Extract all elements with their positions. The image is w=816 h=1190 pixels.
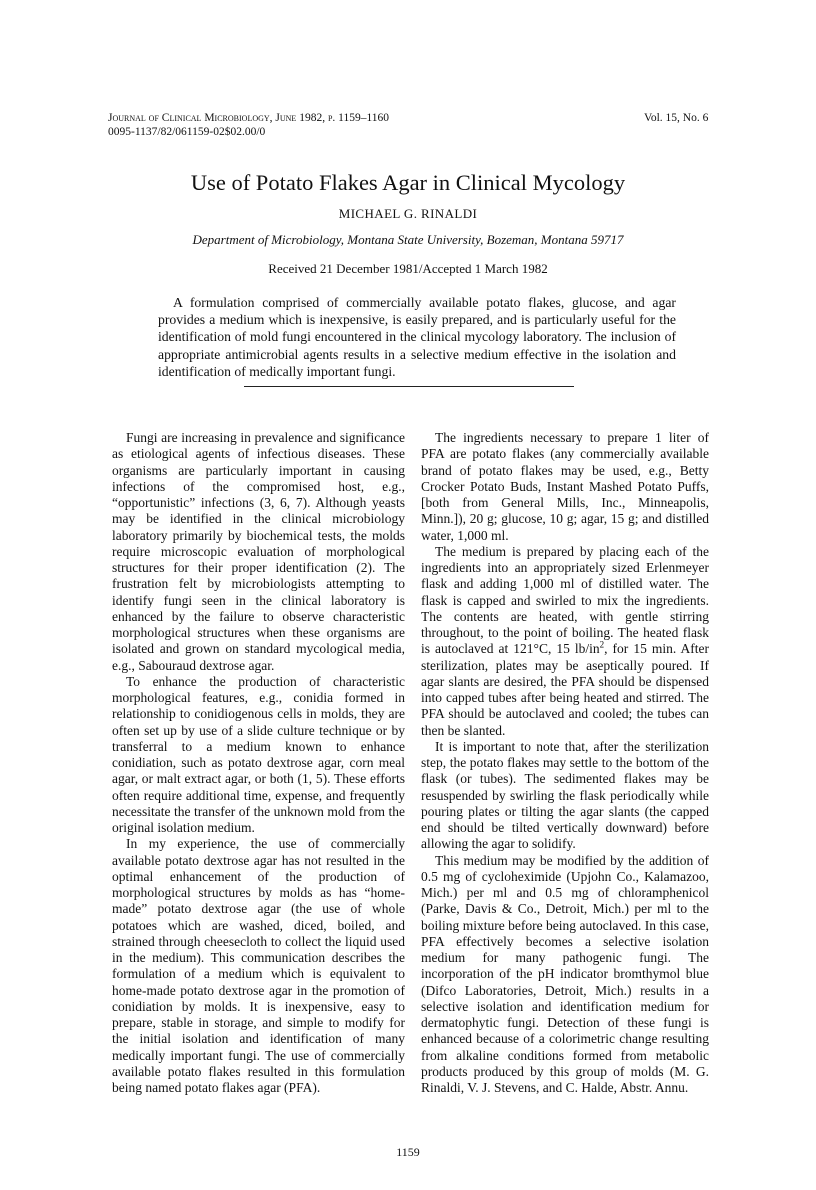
body-paragraph: This medium may be modified by the addition of 0.5 mg of cycloheximide (Upjohn Co., Kalamazoo, Mich.) per ml and 0.5 mg of chloramphenicol (Parke, Davis & Co., Detroit, Mich.) per ml to the boiling mixture before being autoclaved. In this case, PFA effectively becomes a selective isolation medium for many pathogenic fungi. The incorporation of the pH indicator bromthymol blue (Difco Laboratories, Detroit, Mich.) results in a selective isolation and identification medium for dermatophytic fungi. Detection of these fungi is enhanced because of a colorimetric change resulting from alkaline conditions formed from metabolic products produced by this group of molds (M. G. Rinaldi, V. J. Stevens, and C. Halde, Abstr. Annu.	[421, 852, 709, 1095]
body-paragraph: In my experience, the use of commercially available potato dextrose agar has not resulted in the optimal enhancement of the production of morphological structures by molds as has “home-made” potato dextrose agar (the use of whole potatoes which are washed, diced, boiled, and strained through cheesecloth to collect the liquid used in the medium). This communication describes the formulation of a medium which is equivalent to home-made potato dextrose agar in the promotion of conidiation by molds. It is inexpensive, easy to prepare, stable in storage, and simple to modify for the initial isolation and identification of many medically important fungi. The use of commercially available potato flakes resulted in this formulation being named potato flakes agar (PFA).	[112, 836, 405, 1095]
paragraph-text: , for 15 min. After sterilization, plates may be aseptically poured. If agar slants are desired, the PFA should be dispensed into capped tubes after being heated and stirred. The PFA should be autoclaved and cooled; the tubes can then be slanted.	[421, 641, 710, 738]
body-paragraph: To enhance the production of characteristic morphological features, e.g., conidia formed in relationship to conidiogenous cells in molds, they are often set up by use of a slide culture technique or by transferral to a medium known to enhance conidiation, such as potato dextrose agar, corn meal agar, or malt extract agar, or both (1, 5). These efforts often require additional time, expense, and frequently necessitate the transfer of the unknown mold from the original isolation medium.	[112, 673, 405, 835]
body-column-left	[112, 430, 405, 1096]
body-paragraph: It is important to note that, after the sterilization step, the potato flakes may settle to the bottom of the flask (or tubes). The sedimented flakes may be resuspended by swirling the flask periodically while pouring plates or tilting the agar slants (the capped end should be tilted vertically downward) before allowing the agar to solidify.	[421, 738, 709, 852]
body-paragraph	[421, 544, 709, 739]
body-paragraph: Fungi are increasing in prevalence and significance as etiological agents of infectious diseases. These organisms are particularly important in causing infections of the compromised host, e.g., “opportunistic” infections (3, 6, 7). Although yeasts may be identified in the clinical microbiology laboratory primarily by biochemical tests, the molds require microscopic evaluation of morphological structures for their proper identification (2). The frustration felt by microbiologists attempting to identify fungi seen in the clinical laboratory is enhanced by the failure to observe characteristic morphological structures when these organisms are isolated and grown on standard mycological media, e.g., Sabouraud dextrose agar.	[112, 430, 405, 673]
abstract: A formulation comprised of commercially available potato flakes, glucose, and agar provides a medium which is inexpensive, is easily prepared, and is particularly useful for the identification of mold fungi encountered in the clinical mycology laboratory. The inclusion of appropriate antimicrobial agents results in a selective medium effective in the isolation and identification of medically important fungi.	[158, 295, 676, 379]
author-name: MICHAEL G. RINALDI	[338, 206, 478, 221]
received-accepted-dates: Received 21 December 1981/Accepted 1 March 1982	[268, 261, 548, 276]
body-column-right	[421, 430, 709, 1096]
superscript: 2	[599, 639, 605, 650]
body-paragraph: The ingredients necessary to prepare 1 liter of PFA are potato flakes (any commercially available brand of potato flakes may be used, e.g., Betty Crocker Potato Buds, Instant Mashed Potato Puffs, [both from General Mills, Inc., Minneapolis, Minn.]), 20 g; glucose, 10 g; agar, 15 g; and distilled water, 1,000 ml.	[421, 430, 709, 543]
paragraph-text: The medium is prepared by placing each of the ingredients into an appropriately sized Erlenmeyer flask and adding 1,000 ml of distilled water. The flask is capped and swirled to mix the ingredients. The contents are heated, with gentle stirring throughout, to the point of boiling. The heated flask is autoclaved at 121°C, 15 lb/in	[421, 543, 709, 657]
article-title: Use of Potato Flakes Agar in Clinical Mycology	[190, 170, 626, 195]
abstract-divider	[244, 386, 574, 387]
author-affiliation: Department of Microbiology, Montana State University, Bozeman, Montana 59717	[192, 232, 624, 247]
page-number: 1159	[396, 1145, 420, 1159]
journal-citation: Journal of Clinical Microbiology, June 1982, p. 1159–1160	[108, 112, 390, 124]
article-code: 0095-1137/82/061159-02$02.00/0	[108, 125, 266, 138]
running-header	[108, 112, 389, 139]
volume-issue: Vol. 15, No. 6	[644, 112, 709, 124]
